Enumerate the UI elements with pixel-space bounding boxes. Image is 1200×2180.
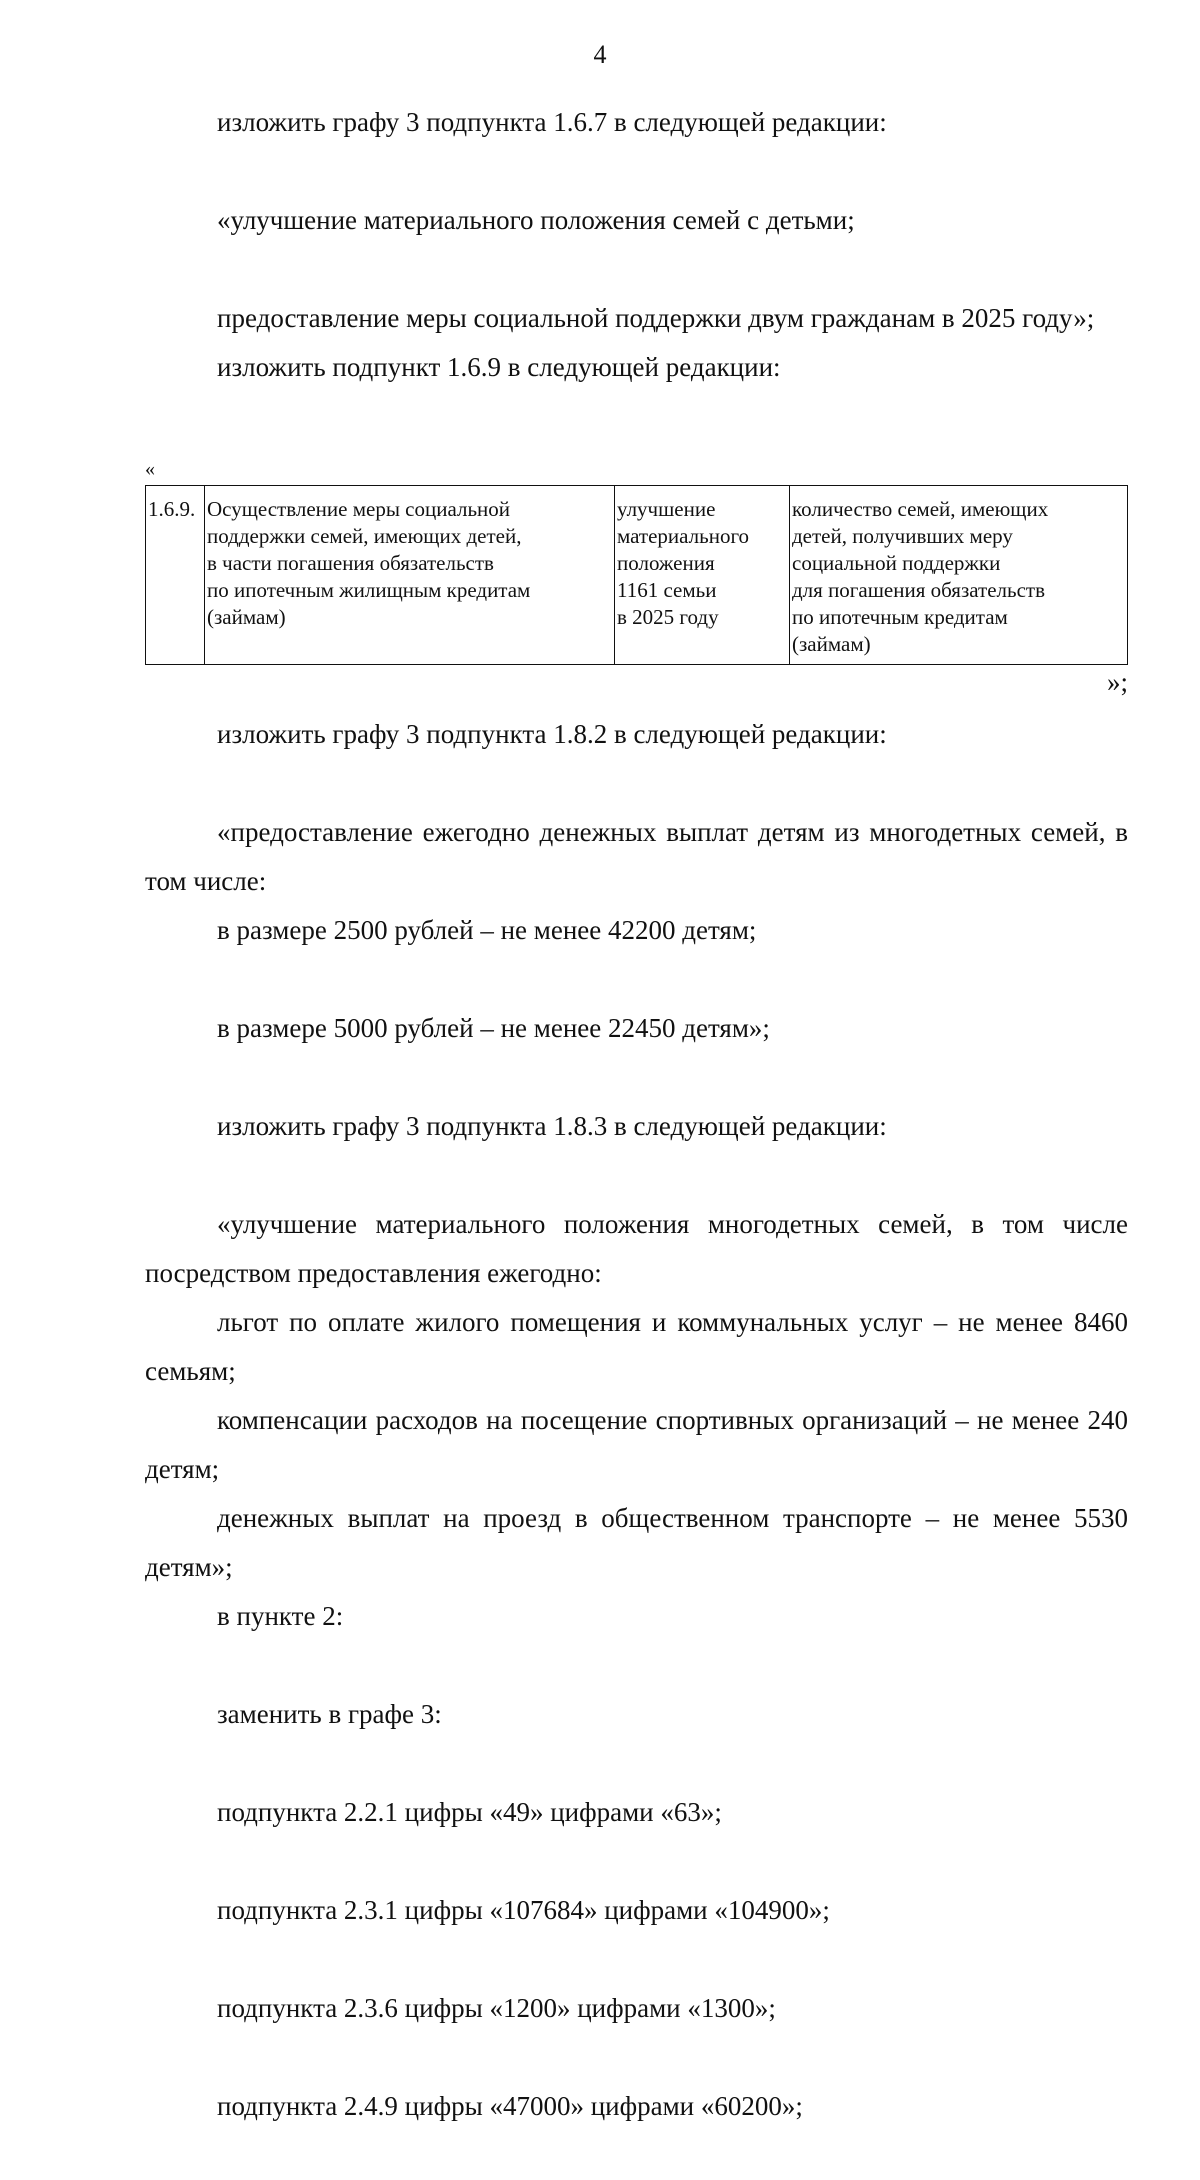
document-body (145, 98, 1128, 2180)
cell-line: в 2025 году (617, 605, 719, 629)
cell-line: (займам) (207, 605, 286, 629)
paragraph: изложить подпункт 1.6.9 в следующей редакции: (217, 352, 781, 382)
paragraph: подпункта 2.2.1 цифры «49» цифрами «63»; (217, 1797, 722, 1827)
paragraph: «улучшение материального положения семей с детьми; (217, 205, 855, 235)
cell-line: по ипотечным кредитам (792, 605, 1008, 629)
page-number: 4 (593, 40, 607, 69)
paragraph: льгот по оплате жилого помещения и коммунальных услуг – не менее 8460 семьям; (145, 1307, 1128, 1386)
cell-line: социальной поддержки (792, 551, 1001, 575)
paragraph: заменить в графе 3: (217, 1699, 442, 1729)
table-open-quote: « (145, 458, 155, 480)
table-close-quote: »; (1106, 667, 1128, 697)
cell-expected-result (615, 486, 790, 665)
paragraph: в размере 2500 рублей – не менее 42200 детям; (217, 915, 757, 945)
cell-line: количество семей, имеющих (792, 497, 1049, 521)
paragraph: подпункта 2.4.9 цифры «47000» цифрами «60200»; (217, 2091, 803, 2121)
cell-line: 1161 семьи (617, 578, 717, 602)
paragraph: «предоставление ежегодно денежных выплат детям из многодетных семей, в том числе: (145, 817, 1128, 896)
cell-line: для погашения обязательств (792, 578, 1045, 602)
paragraph: предоставление меры социальной поддержки двум гражданам в 2025 году»; (217, 303, 1095, 333)
paragraph: изложить графу 3 подпункта 1.8.3 в следующей редакции: (217, 1111, 887, 1141)
amendment-table (145, 485, 1128, 665)
paragraph: в пункте 2: (217, 1601, 344, 1631)
paragraphs-after (145, 710, 1128, 2180)
cell-number (146, 486, 205, 665)
paragraphs-before (145, 98, 1128, 441)
paragraph: денежных выплат на проезд в общественном транспорте – не менее 5530 детям»; (145, 1503, 1128, 1582)
cell-line: поддержки семей, имеющих детей, (207, 524, 522, 548)
cell-measure-name (205, 486, 615, 665)
cell-line: материального (617, 524, 750, 548)
paragraph: подпункта 2.3.6 цифры «1200» цифрами «1300»; (217, 1993, 776, 2023)
paragraph: компенсации расходов на посещение спортивных организаций – не менее 240 детям; (145, 1405, 1128, 1484)
cell-line: в части погашения обязательств (207, 551, 494, 575)
paragraph: подпункта 2.3.1 цифры «107684» цифрами «104900»; (217, 1895, 830, 1925)
paragraph: изложить графу 3 подпункта 1.6.7 в следующей редакции: (217, 107, 887, 137)
cell-line: (займам) (792, 632, 871, 656)
cell-line: положения (617, 551, 715, 575)
cell-line: детей, получивших меру (792, 524, 1013, 548)
cell-line: по ипотечным жилищным кредитам (207, 578, 531, 602)
paragraph: «улучшение материального положения многодетных семей, в том числе посредством предоставления ежегодно: (145, 1209, 1128, 1288)
cell-indicator (790, 486, 1128, 665)
paragraph: изложить графу 3 подпункта 1.8.2 в следующей редакции: (217, 719, 887, 749)
cell-line: улучшение (617, 497, 716, 521)
table-row (146, 486, 1128, 665)
paragraph: в размере 5000 рублей – не менее 22450 детям»; (217, 1013, 770, 1043)
cell-line: Осуществление меры социальной (207, 497, 511, 521)
row-number: 1.6.9. (148, 497, 196, 521)
